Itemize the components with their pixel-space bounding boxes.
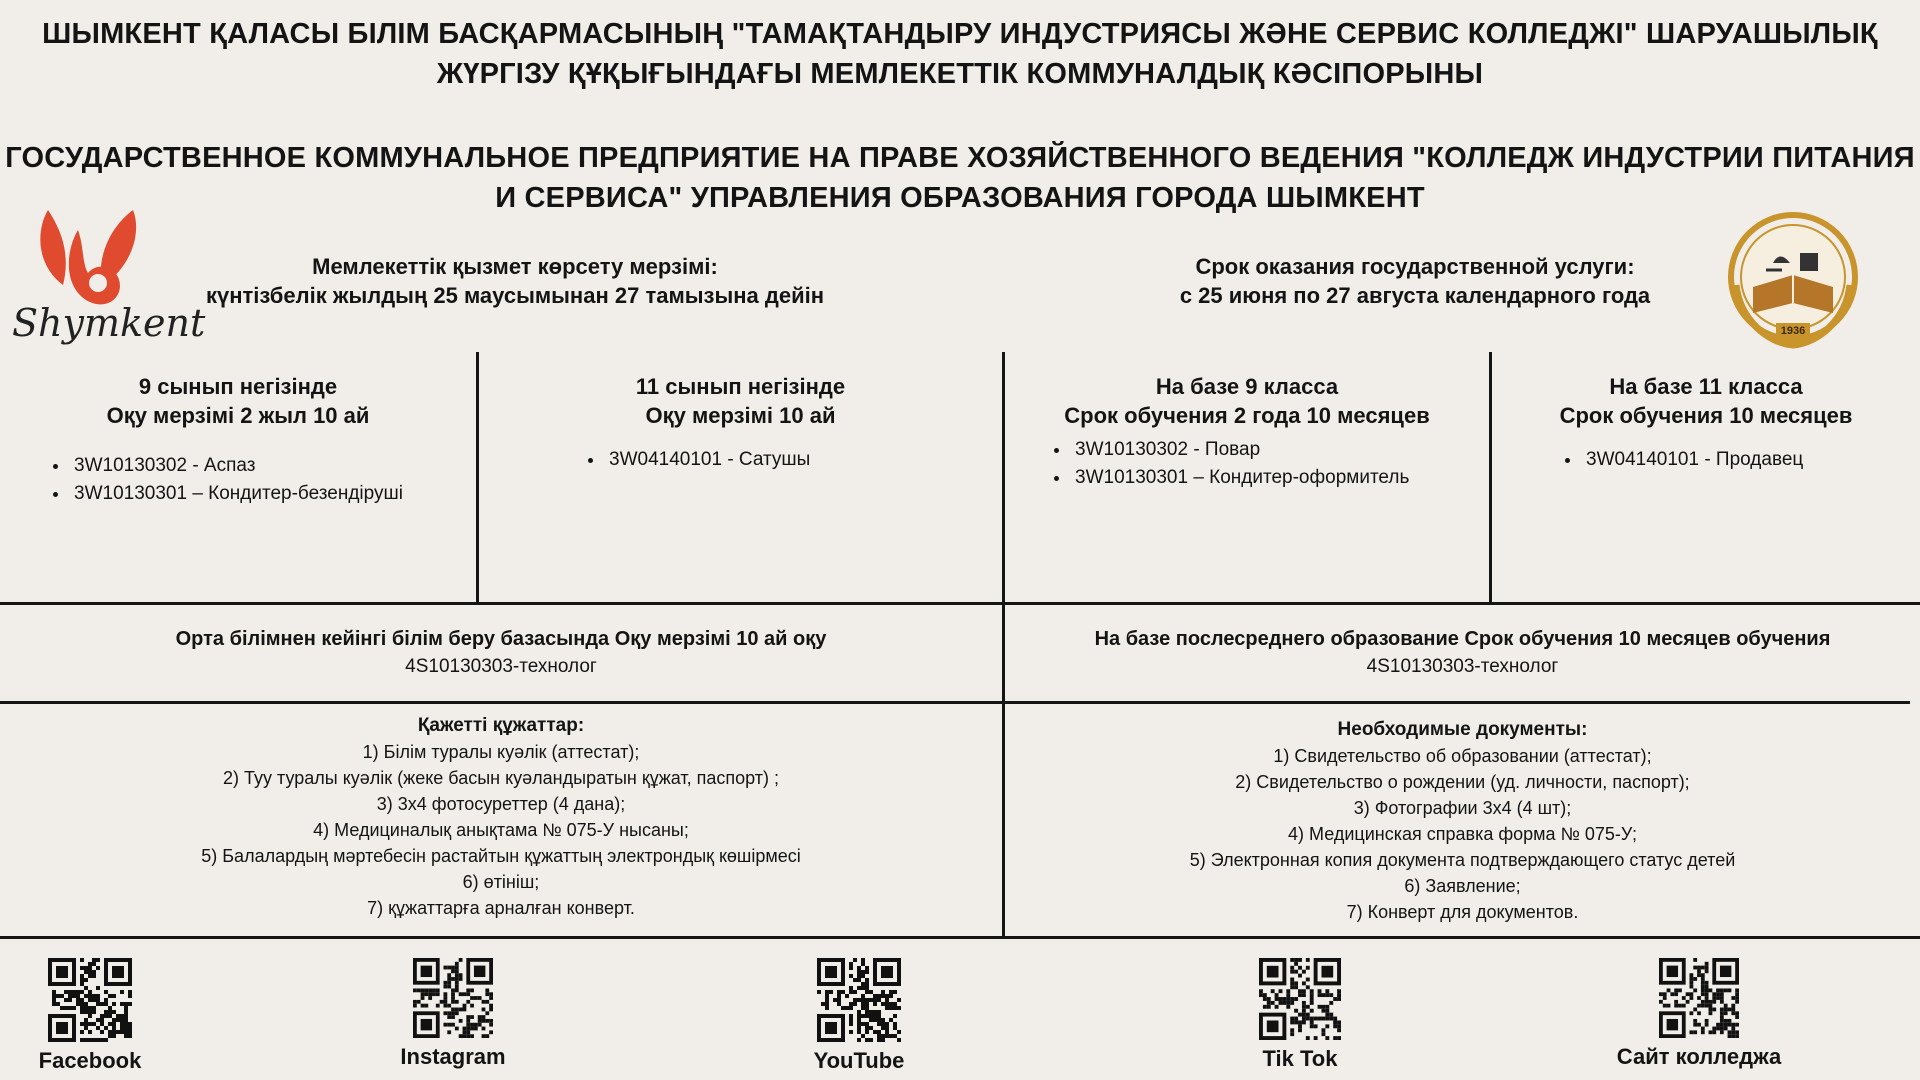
- postsecondary-ru-program: 4S10130303-технолог: [1366, 656, 1559, 677]
- qr-label-facebook: Facebook: [38, 1048, 142, 1073]
- program-column-header: [1005, 372, 1489, 430]
- program-item: • 3W10130302 - Повар: [1071, 436, 1489, 464]
- qr-label-instagram: Instagram: [400, 1044, 506, 1069]
- program-column-header: [1492, 372, 1920, 430]
- service-term-ru-title: Срок оказания государственной услуги:: [1195, 254, 1635, 279]
- header-ru-line2: И СЕРВИСА" УПРАВЛЕНИЯ ОБРАЗОВАНИЯ ГОРОДА ШЫМКЕНТ: [495, 182, 1425, 214]
- program-item: • 3W04140101 - Сатушы: [605, 446, 1002, 474]
- qr-youtube[interactable]: [799, 958, 919, 1074]
- divider-row3: [0, 936, 1920, 939]
- program-item: • 3W04140101 - Продавец: [1582, 446, 1920, 474]
- program-item: • 3W10130301 – Кондитер-безендіруші: [70, 480, 476, 508]
- program-list: [1045, 436, 1489, 492]
- program-item: • 3W10130302 - Аспаз: [70, 452, 476, 480]
- document-item: 7) Конверт для документов.: [1346, 902, 1579, 922]
- service-term-kz: [190, 252, 840, 310]
- document-item: 3) Фотографии 3х4 (4 шт);: [1353, 798, 1572, 818]
- qr-code-icon: [413, 958, 493, 1038]
- service-term-kz-dates: күнтізбелік жылдың 25 маусымынан 27 тамызына дейін: [206, 283, 824, 308]
- program-list: [1556, 446, 1920, 474]
- service-term-kz-title: Мемлекеттік қызмет көрсету мерзімі:: [312, 254, 718, 279]
- document-item: 1) Свидетельство об образовании (аттестат);: [1273, 746, 1652, 766]
- service-term-ru-dates: с 25 июня по 27 августа календарного года: [1179, 283, 1651, 308]
- document-item: 6) Заявление;: [1404, 876, 1521, 896]
- service-term-ru: [1090, 252, 1740, 310]
- postsecondary-kz: [0, 625, 1002, 681]
- program-duration: Оқу мерзімі 2 жыл 10 ай: [106, 403, 370, 428]
- program-column-ru-9: [1005, 372, 1489, 492]
- program-column-header: [479, 372, 1002, 430]
- qr-code-icon: [1659, 958, 1739, 1038]
- program-column-kz-9: [0, 372, 476, 508]
- qr-label-tiktok: Tik Tok: [1262, 1046, 1338, 1071]
- document-item: 5) Электронная копия документа подтверждающего статус детей: [1189, 850, 1736, 870]
- document-item: 2) Туу туралы куәлік (жеке басын куәландыратын құжат, паспорт) ;: [223, 768, 779, 788]
- qr-tiktok[interactable]: [1240, 958, 1360, 1072]
- header-kz-line2: ЖҮРГІЗУ ҚҰҚЫҒЫНДАҒЫ МЕМЛЕКЕТТІК КОММУНАЛДЫҚ КӘСІПОРЫНЫ: [436, 58, 1484, 90]
- qr-facebook[interactable]: [30, 958, 150, 1074]
- documents-kz-title: Қажетті құжаттар:: [417, 715, 585, 736]
- divider-row2: [0, 701, 1910, 704]
- qr-label-college-site: Сайт колледжа: [1616, 1044, 1782, 1069]
- program-column-kz-11: [479, 372, 1002, 474]
- program-base: 11 сынып негізінде: [635, 374, 846, 399]
- qr-code-icon: [817, 958, 901, 1042]
- program-list: [44, 452, 476, 508]
- document-item: 4) Медициналық анықтама № 075-У нысаны;: [313, 820, 689, 840]
- postsecondary-ru-title: На базе послесреднего образование Срок обучения 10 месяцев обучения: [1094, 628, 1831, 650]
- document-item: 5) Балалардың мәртебесін растайтын құжаттың электрондық көшірмесі: [201, 846, 801, 866]
- qr-instagram[interactable]: [393, 958, 513, 1070]
- shymkent-logo-text: Shymkent: [12, 301, 206, 345]
- qr-code-icon: [1259, 958, 1341, 1040]
- header-kz-line1: ШЫМКЕНТ ҚАЛАСЫ БІЛІМ БАСҚАРМАСЫНЫҢ "ТАМАҚТАНДЫРУ ИНДУСТРИЯСЫ ЖӘНЕ СЕРВИС КОЛЛЕДЖІ" ШАРУАШЫЛЫҚ: [42, 18, 1878, 50]
- documents-ru-title: Необходимые документы:: [1337, 719, 1588, 740]
- program-column-ru-11: [1492, 372, 1920, 474]
- postsecondary-kz-title: Орта білімнен кейінгі білім беру базасында Оқу мерзімі 10 ай оқу: [175, 628, 827, 650]
- program-base: На базе 9 класса: [1155, 374, 1339, 399]
- documents-ru: [1005, 717, 1920, 925]
- divider-row1: [0, 602, 1920, 605]
- document-item: 1) Білім туралы куәлік (аттестат);: [362, 742, 640, 762]
- document-item: 4) Медицинская справка форма № 075-У;: [1288, 824, 1637, 844]
- document-item: 2) Свидетельство о рождении (уд. личности, паспорт);: [1235, 772, 1690, 792]
- documents-kz: [0, 713, 1002, 921]
- program-base: 9 сынып негізінде: [138, 374, 338, 399]
- qr-code-icon: [48, 958, 132, 1042]
- postsecondary-kz-program: 4S10130303-технолог: [405, 656, 597, 677]
- program-item: • 3W10130301 – Кондитер-оформитель: [1071, 464, 1489, 492]
- program-duration: Срок обучения 10 месяцев: [1559, 403, 1853, 428]
- document-item: 6) өтініш;: [462, 872, 540, 892]
- college-seal-year: 1936: [1780, 325, 1806, 337]
- document-item: 3) 3х4 фотосуреттер (4 дана);: [376, 794, 626, 814]
- postsecondary-ru: [1005, 625, 1920, 681]
- qr-college-site[interactable]: [1594, 958, 1804, 1070]
- shymkent-logo: [8, 205, 206, 360]
- college-seal-logo: [1718, 205, 1868, 355]
- document-item: 7) құжаттарға арналған конверт.: [367, 898, 635, 918]
- program-duration: Срок обучения 2 года 10 месяцев: [1064, 403, 1430, 428]
- program-column-header: [0, 372, 476, 430]
- program-list: [579, 446, 1002, 474]
- program-duration: Оқу мерзімі 10 ай: [645, 403, 836, 428]
- header-ru-line1: ГОСУДАРСТВЕННОЕ КОММУНАЛЬНОЕ ПРЕДПРИЯТИЕ НА ПРАВЕ ХОЗЯЙСТВЕННОГО ВЕДЕНИЯ "КОЛЛЕДЖ ИНДУСТРИИ ПИТАНИЯ: [5, 142, 1915, 174]
- program-base: На базе 11 класса: [1609, 374, 1803, 399]
- qr-label-youtube: YouTube: [813, 1048, 905, 1073]
